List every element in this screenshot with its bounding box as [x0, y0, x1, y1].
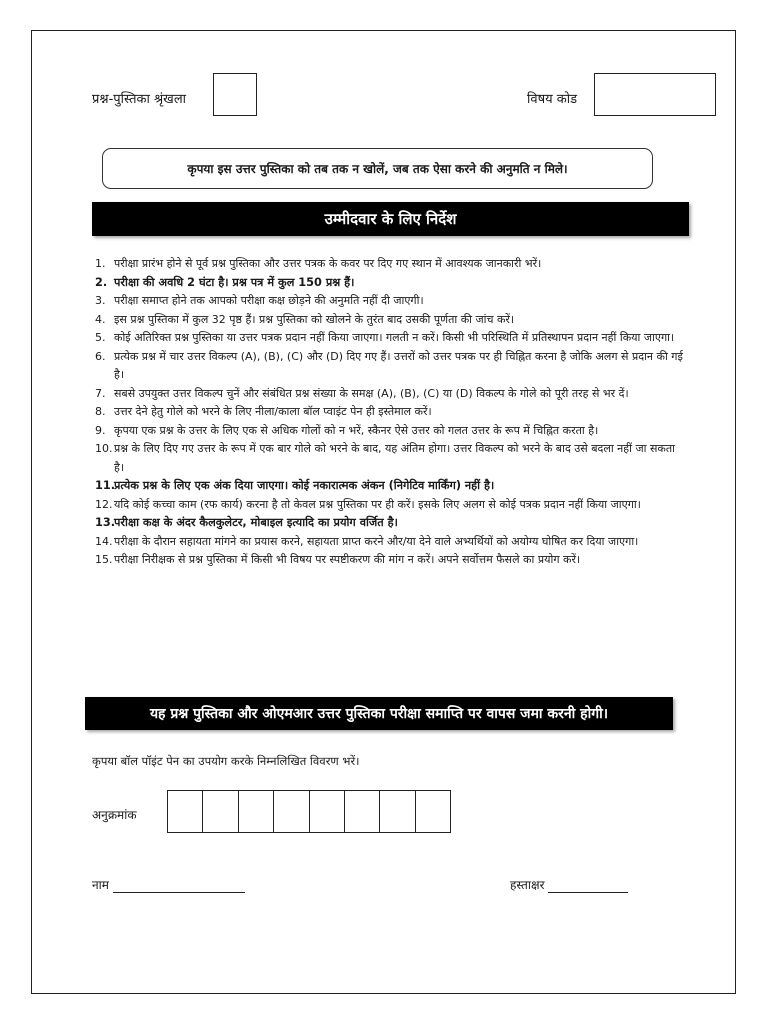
instruction-text: परीक्षा समाप्त होने तक आपको परीक्षा कक्ष छोड़ने की अनुमति नहीं दी जाएगी।: [114, 294, 424, 307]
instruction-text: प्रश्न के लिए दिए गए उत्तर के रूप में एक बार गोले को भरने के बाद, यह अंतिम होगा। उत्तर विकल्प को भरने के बाद उसे बदला नहीं जा सकता है।: [114, 442, 675, 474]
instruction-item: [95, 422, 685, 441]
instructions-title-band: [92, 202, 689, 236]
instruction-number: 4.: [95, 312, 106, 326]
instruction-text: उत्तर देने हेतु गोले को भरने के लिए नीला/काला बॉल प्वाइंट पेन ही इस्तेमाल करें।: [114, 405, 432, 418]
instruction-text: सबसे उपयुक्त उत्तर विकल्प चुनें और संबंधित प्रश्न संख्या के समक्ष (A), (B), (C) या (D) विकल्प के गोले को पूरी तरह से भर दें।: [114, 386, 629, 400]
instruction-item: [95, 385, 685, 404]
instruction-text: प्रत्येक प्रश्न के लिए एक अंक दिया जाएगा। कोई नकारात्मक अंकन (निगेटिव मार्किंग) नहीं है।: [114, 479, 495, 492]
instruction-item: [95, 514, 685, 533]
instruction-number: 10.: [95, 442, 113, 455]
roll-number-digit-box[interactable]: [238, 790, 274, 833]
instruction-item: [95, 329, 685, 348]
instruction-number: 2.: [95, 275, 108, 289]
signature-field: [510, 876, 628, 893]
instruction-text: कोई अतिरिक्त प्रश्न पुस्तिका या उत्तर पत्रक प्रदान नहीं किया जाएगा। गलती न करें। किसी भी परिस्थिति में प्रतिस्थापन प्रदान नहीं किया जाएगा।: [114, 331, 675, 344]
instruction-number: 14.: [95, 534, 113, 548]
instruction-text: प्रत्येक प्रश्न में चार उत्तर विकल्प (A), (B), (C) और (D) दिए गए हैं। उत्तरों को उत्तर पत्रक पर ही चिह्नित करना है जोकि अलग से प्रदान की गई है।: [114, 349, 683, 381]
roll-number-digit-box[interactable]: [202, 790, 238, 833]
instruction-number: 8.: [95, 405, 106, 418]
instructions-title: उम्मीदवार के लिए निर्देश: [324, 210, 457, 228]
instruction-item: [95, 477, 685, 496]
instruction-text: कृपया एक प्रश्न के उत्तर के लिए एक से अधिक गोलों को न भरें, स्कैनर ऐसे उत्तर को गलत उत्तर के रूप में चिह्नित करता है।: [114, 423, 599, 437]
instruction-text: परीक्षा निरीक्षक से प्रश्न पुस्तिका में किसी भी विषय पर स्पष्टीकरण की मांग न करें। अपने सर्वोत्तम फैसले का प्रयोग करें।: [114, 553, 581, 566]
roll-number-digit-box[interactable]: [344, 790, 380, 833]
roll-number-grid: [167, 790, 451, 833]
instruction-number: 12.: [95, 497, 113, 511]
instruction-item: [95, 348, 685, 385]
roll-number-digit-box[interactable]: [379, 790, 415, 833]
roll-number-label: अनुक्रमांक: [92, 808, 137, 822]
instruction-text: परीक्षा के दौरान सहायता मांगने का प्रयास करने, सहायता प्राप्त करने और/या देने वाले अभ्यर्थियों को अयोग्य घोषित कर दिया जाएगा।: [114, 534, 639, 548]
return-notice-band: [85, 697, 673, 730]
instruction-number: 15.: [95, 553, 113, 566]
roll-number-digit-box[interactable]: [309, 790, 345, 833]
instruction-number: 9.: [95, 423, 106, 437]
roll-number-digit-box[interactable]: [167, 790, 203, 833]
instruction-text: परीक्षा प्रारंभ होने से पूर्व प्रश्न पुस्तिका और उत्तर पत्रक के कवर पर दिए गए स्थान में आवश्यक जानकारी भरें।: [114, 257, 542, 270]
signature-line[interactable]: [548, 880, 628, 893]
instruction-item: [95, 292, 685, 311]
instruction-item: [95, 496, 685, 515]
roll-number-digit-box[interactable]: [273, 790, 309, 833]
instruction-item: [95, 274, 685, 293]
instruction-item: [95, 440, 685, 477]
signature-label: हस्ताक्षर: [510, 878, 545, 892]
subject-code-label: विषय कोड: [527, 92, 578, 107]
instruction-number: 11.: [95, 479, 116, 492]
instruction-item: [95, 551, 685, 570]
booklet-series-label: प्रश्न-पुस्तिका श्रृंखला: [92, 92, 186, 107]
instruction-number: 5.: [95, 331, 106, 344]
name-label: नाम: [92, 878, 109, 892]
return-notice-text: यह प्रश्न पुस्तिका और ओएमआर उत्तर पुस्तिका परीक्षा समाप्ति पर वापस जमा करनी होगी।: [149, 706, 609, 722]
instruction-number: 1.: [95, 257, 106, 270]
instruction-text: परीक्षा कक्ष के अंदर कैलकुलेटर, मोबाइल इत्यादि का प्रयोग वर्जित है।: [114, 516, 398, 529]
subject-code-box[interactable]: [594, 73, 716, 116]
instructions-list: [95, 255, 685, 570]
instruction-item: [95, 533, 685, 552]
instruction-number: 13.: [95, 516, 116, 529]
instruction-text: परीक्षा की अवधि 2 घंटा है। प्रश्न पत्र में कुल 150 प्रश्न हैं।: [114, 275, 355, 289]
instruction-item: [95, 403, 685, 422]
instruction-item: [95, 311, 685, 330]
instruction-item: [95, 255, 685, 274]
instruction-number: 6.: [95, 349, 106, 363]
instruction-number: 7.: [95, 386, 106, 400]
do-not-open-warning: [102, 148, 653, 189]
warning-text: कृपया इस उत्तर पुस्तिका को तब तक न खोलें, जब तक ऐसा करने की अनुमति न मिले।: [187, 162, 568, 176]
booklet-series-box[interactable]: [213, 73, 257, 116]
instruction-text: यदि कोई कच्चा काम (रफ कार्य) करना है तो केवल प्रश्न पुस्तिका पर ही करें। इसके लिए अलग से कोई पत्रक प्रदान नहीं किया जाएगा।: [114, 497, 641, 511]
fill-details-note: कृपया बॉल पॉइंट पेन का उपयोग करके निम्नलिखित विवरण भरें।: [92, 754, 360, 768]
name-line[interactable]: [113, 880, 245, 893]
instruction-number: 3.: [95, 294, 106, 307]
instruction-text: इस प्रश्न पुस्तिका में कुल 32 पृष्ठ हैं। प्रश्न पुस्तिका को खोलने के तुरंत बाद उसकी पूर्णता की जांच करें।: [114, 312, 515, 326]
name-field: [92, 876, 245, 893]
roll-number-digit-box[interactable]: [415, 790, 451, 833]
